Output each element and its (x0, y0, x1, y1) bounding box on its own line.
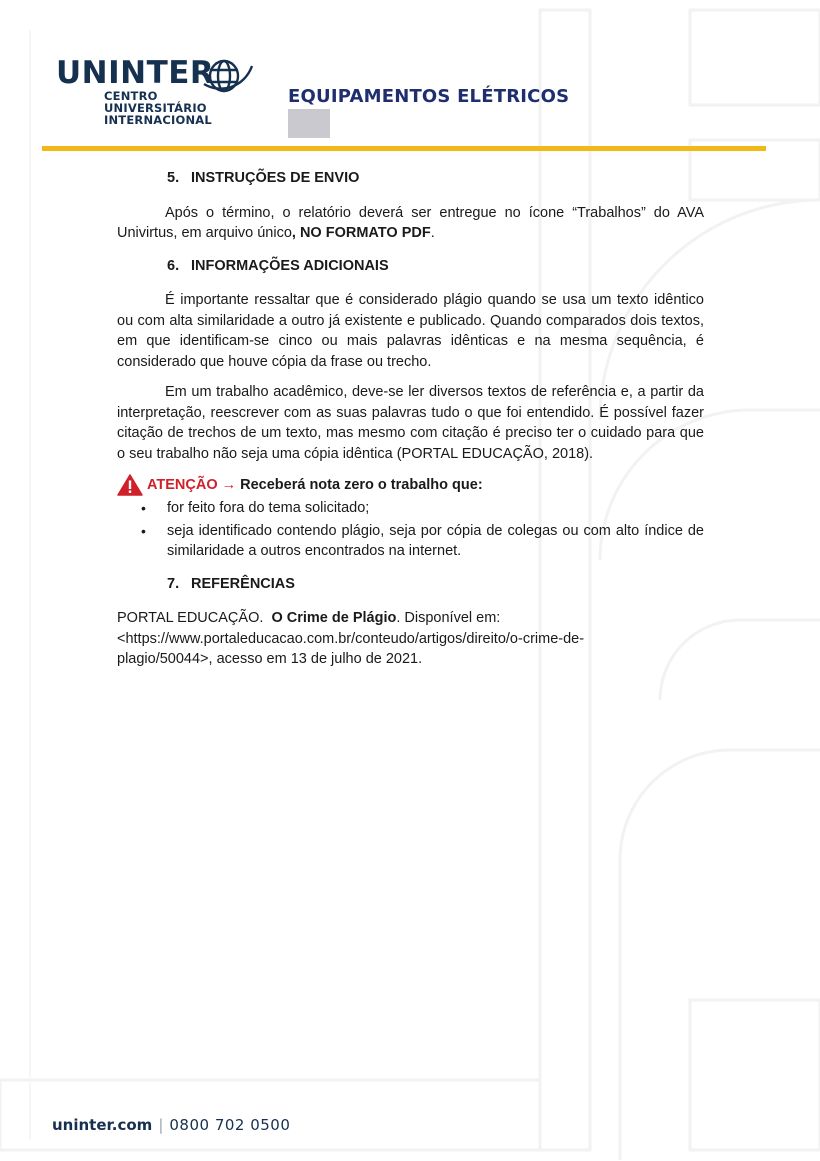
uninter-logo (56, 56, 214, 126)
reference-author: PORTAL EDUCAÇÃO. (117, 610, 264, 626)
reference-availability: . Disponível em: (396, 610, 501, 626)
bullet-icon: • (141, 522, 146, 539)
arrow-right-icon: → (221, 476, 237, 493)
reference-url-line2: plagio/50044>, acesso em 13 de julho de 2021. (117, 651, 423, 667)
list-item-text: seja identificado contendo plágio, seja por cópia de colegas ou com alto índice de similaridade a outros encontrados na internet. (167, 522, 704, 559)
section-number: 7. (167, 575, 180, 592)
page-footer (52, 1116, 290, 1134)
logo-wordmark: UNINTER (56, 55, 215, 91)
attention-text: Receberá nota zero o trabalho que: (240, 476, 483, 493)
logo-subtitle-universitario: UNIVERSITÁRIO (104, 101, 207, 115)
footer-website: uninter.com (52, 1116, 153, 1134)
paragraph-envio (117, 203, 704, 244)
document-body (117, 164, 704, 670)
section-title: REFERÊNCIAS (191, 575, 295, 592)
section-title: INFORMAÇÕES ADICIONAIS (191, 257, 389, 274)
document-title: EQUIPAMENTOS ELÉTRICOS (288, 86, 570, 107)
reference-citation (117, 608, 704, 629)
section-heading-envio (167, 168, 704, 189)
footer-phone: 0800 702 0500 (169, 1116, 291, 1134)
section-number: 6. (167, 257, 180, 274)
reference-title: O Crime de Plágio (271, 610, 397, 626)
reference-entry (117, 608, 704, 670)
paragraph-end: . (430, 225, 435, 241)
logo-subtitle-centro: CENTRO (104, 89, 158, 103)
attention-label: ATENÇÃO (147, 476, 218, 493)
header-placeholder-block (288, 109, 330, 138)
zero-grade-list (117, 498, 704, 562)
attention-notice (117, 474, 704, 496)
section-number: 5. (167, 170, 180, 186)
header-divider (42, 146, 766, 151)
paragraph-trabalho-academico: Em um trabalho acadêmico, deve-se ler diversos textos de referência e, a partir da interpretação, reescrever com as suas palavras tudo o que foi entendido. É possível fazer citação de trechos de um texto, mas mesmo com citação é preciso ter o cuidado para que o seu trabalho não seja uma cópia idêntica (PORTAL EDUCAÇÃO, 2018). (117, 384, 704, 462)
section-heading-referencias (167, 574, 704, 595)
list-item (117, 521, 704, 562)
logo-subtitle-internacional: INTERNACIONAL (104, 113, 212, 127)
section-title: INSTRUÇÕES DE ENVIO (191, 170, 360, 186)
reference-url-line1: <https://www.portaleducacao.com.br/conteudo/artigos/direito/o-crime-de- (117, 630, 585, 647)
list-item (117, 498, 704, 519)
warning-triangle-icon (117, 474, 143, 496)
paragraph-text: Após o término, o relatório deverá ser entregue no ícone “Trabalhos” do AVA Univirtus, em arquivo único (117, 204, 704, 241)
paragraph-emphasis: , NO FORMATO PDF (291, 225, 431, 241)
paragraph-plagio: É importante ressaltar que é considerado plágio quando se usa um texto idêntico ou com alta similaridade a outro já existente e publicado. Quando comparados dois textos, em que identificam-se cinco ou mais palavras idênticas e na mesma sequência, é considerado que houve cópia da frase ou trecho. (117, 292, 704, 370)
page-header (0, 0, 820, 160)
bullet-icon: • (141, 500, 146, 516)
list-item-text: for feito fora do tema solicitado; (167, 500, 370, 516)
footer-separator: | (158, 1116, 164, 1134)
globe-icon (202, 58, 254, 94)
section-heading-informacoes (167, 256, 704, 277)
